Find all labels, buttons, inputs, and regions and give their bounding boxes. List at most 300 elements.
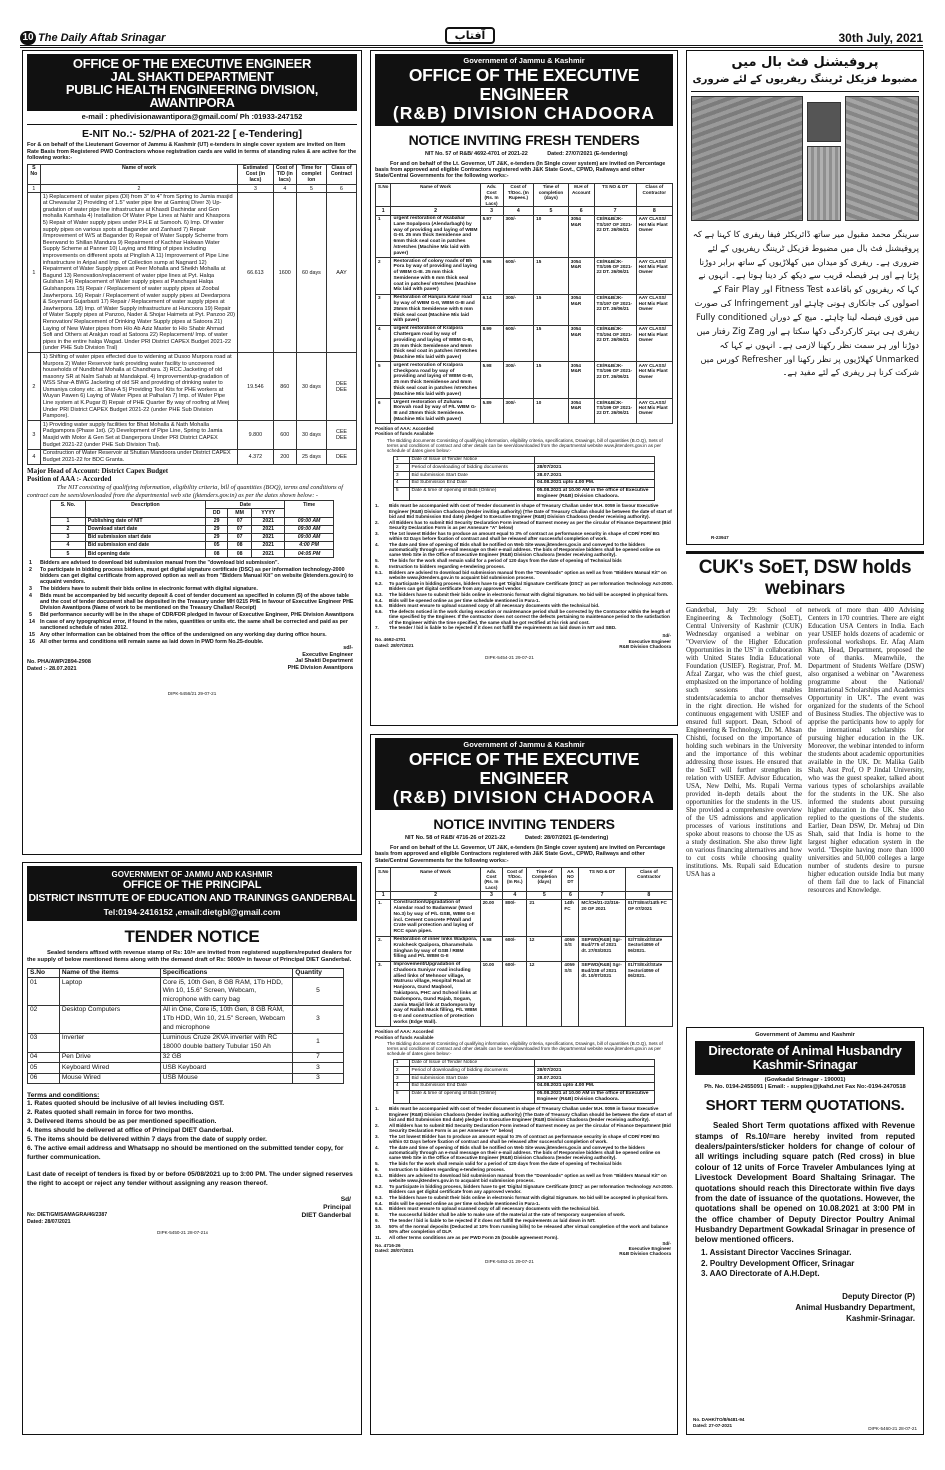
rb1-cell-doc: 300/-: [503, 362, 534, 399]
rb2-dated: Dated: 28/07/2021: [375, 1247, 414, 1253]
rb-fresh-tender-ad: [370, 50, 678, 726]
list-item: [29, 567, 357, 586]
table-row: [393, 1067, 654, 1075]
rb2-works-table: [375, 867, 673, 1027]
phe-sched-cell: 2021: [252, 550, 285, 558]
rb2-note-text: The bids for the work shall remain valid for a period of 120 days from the date of opening of Technical bids: [389, 1161, 622, 1167]
rb1-cell-cost: 9.96: [480, 258, 503, 295]
rb1-cell-time: 10: [534, 215, 569, 257]
diet-signature: [302, 1196, 351, 1219]
rb2-funds: Position of funds Available: [375, 1034, 434, 1040]
urdu-story-ref: R-23947: [711, 534, 729, 540]
urdu-story-body: سرینگر محمد مقبول میر ساتھ ڈائریکٹر فیفا ریفری کا کہنا ہے کہ پروفیشنل فٹ بال میں مضبوط فزیکل ٹریننگ ریفریوں کے لئے ضروری ہے۔ ریفری کو میدان میں کھلاڑیوں کے ساتھ برابر دوڑنا پڑتا ہے اور ہر فیصلہ قریب سے دیکھ کر دینا ہوتا ہے۔ انہوں نے کہا کہ ریفریوں کو باقاعدہ Fitness Test اور Fair Play کے اصولوں کی جانکاری ہونی چاہئے اور Infringement کی صورت میں فوری فیصلہ لینا چاہئے۔ میچ کے دوران Fully conditioned ریفری ہی بہتر کارکردگی دکھا سکتا ہے اور Zig Zag رفتار میں دوڑنا اور ہر سمت نظر رکھنا لازمی ہے۔ انہوں نے کہا کہ Unmarked کھلاڑیوں پر نظر رکھنا اور Refresher کورس میں شرکت کرنا ہر ریفری کے لئے مفید ہے۔: [692, 228, 919, 378]
rb2-note-number: 6.3.: [375, 1194, 383, 1200]
rb2-cell-time: 21: [527, 899, 562, 936]
rb1-col-number: 4: [503, 207, 534, 215]
rb2-col-number: 3: [480, 891, 503, 899]
rb2-cell-ts: 01/TS/Ent/14th FC OF 07/2021: [625, 899, 672, 936]
rb1-note-number: 6.1.: [375, 569, 383, 575]
phe-cell-td: 860: [273, 353, 296, 421]
rb2-col-header: Cost of T/Doc. (In Rs.): [503, 868, 527, 892]
rb1-note-number: 2.: [375, 519, 379, 525]
rb2-note-number: 3.: [375, 1133, 379, 1139]
rb1-cell-mh: 3054 M&R: [568, 215, 594, 257]
diet-cell-item: Pen Drive: [59, 1052, 160, 1063]
rb2-col-header: Time of Completion (days): [527, 868, 562, 892]
diet-col-header: Specifications: [160, 968, 293, 978]
rb2-sched-cell: 28/07/2021: [534, 1067, 654, 1075]
rb1-cell-time: 15: [534, 362, 569, 399]
rb1-office: OFFICE OF THE EXECUTIVE ENGINEER: [408, 64, 640, 104]
animal-husbandry-ad: [686, 1027, 924, 1435]
rb1-aaa: Position of AAA: Accorded: [375, 426, 434, 432]
rb2-cell-mh: 4059 S/S: [562, 961, 579, 1027]
rb1-cell-work: urgent restoration of Akabahar Lane Sopalpora (Alendarbagh) by way of providing and laying of WBM G-III. 25 mm thick Semidense and 6mm thick seal coat in patches /stretches (Machine Mix laid with paver): [391, 215, 480, 257]
phe-cell-work: 1) Shifting of water pipes effected due to widening at Dusoo Murpora road at Murpora 2) Water Reservoir tank providing water facility to uncovered households of Nundbhat Mohalla at Chandhara. 3) RCC Jacketing of old masonry SR at Nalm Sahab at Mandakpal. 4) Improvement/up-gradation of WSS Shar-A BWG Jacketing of old SR and providing of drinking water to Usmaniya colony etc. at Shar-A 5) Providing Tool Kits for PHE workers at Wuyan Pawen 6) Laying of Water Pipes at Palhalan 7) Imp. of Water Pipe Line system at K.Pugar 8) Repair of PHE Quarter By way of roofing at Meej Under PRI District CAPEX Budget 2021-22 (under PHE Sub Division Pampore).: [40, 353, 237, 421]
phe-note-number: 16: [29, 638, 35, 645]
rb2-col-header: S.No: [376, 868, 391, 892]
rb1-dated: Dated: 28/07/2021: [375, 642, 414, 648]
list-item: [375, 1218, 673, 1223]
rb1-cell-doc: 300/-: [503, 399, 534, 424]
rb1-note-text: Bidders must ensure to upload scanned copy of all necessary documents with the technical bid.: [389, 603, 600, 609]
rb1-note-text: The bids for the work shall remain valid for a period of 120 days from the date of opening of Technical bids: [389, 558, 622, 564]
diet-cell-sno: 03: [28, 1033, 60, 1052]
rb1-cell-doc: 600/-: [503, 258, 534, 295]
ah-dipk: DIPK-5460-21 28-07-21: [868, 1425, 917, 1431]
list-item: [29, 639, 357, 645]
rb2-note-text: Bids must be accompanied with cost of Tender document in shape of Treasury Challan under M.H. 0059 in favour Executive Engineer (R&B) Division Chadoora (tender inviting authority) (The Date of Treasury Challan should be between the date of start of bid and Bid Submission End date) pledged to Executive Engineer (R&B) Division Chadoora (tender receiving authority).: [389, 1106, 672, 1122]
rb2-sched-cell: 28.07.2021: [534, 1075, 654, 1083]
rb1-col-number: 2: [391, 207, 480, 215]
rb1-col-header: S.No: [376, 183, 391, 207]
rb1-cell-cls: AAY CLASS/ Hot Mix Plant Owner: [636, 325, 672, 362]
rb1-cell-work: Restoration of colony roads of Bh Pora by way of providing and laying of WBM G-III. 25 mm thick Semidense with 6 mm thick seal coat in patches/ stretches (Machine Mix laid with paver): [391, 258, 480, 295]
diet-terms: [27, 1100, 357, 1162]
phe-sched-cell: 08: [228, 541, 252, 549]
list-item: [29, 586, 357, 592]
rb1-cell-ts: CE/R&B/JK-TS/197 OF 2021-22 DT. 26/06/21: [594, 215, 636, 257]
phe-note-number: 14: [29, 618, 35, 625]
rb1-conditions: The Bidding documents Consisting of qualifying information, eligibility criteria, specifications, Drawings, bill of quantities (B.O.Q), Sets of terms and conditions of contract and other details can be seen/downloaded from the departmental website www.jktenders.gov.in as per schedule of dates given below:-: [387, 437, 663, 454]
diet-cell-spec: Core i5, 10th Gen, 8 GB RAM, 1Tb HDD, Win 10, 15.6" Screen, Webcam, microphone with carry bag: [160, 978, 293, 1006]
rb2-sched-cell: [534, 1059, 654, 1067]
diet-cell-qty: 5: [293, 978, 344, 1006]
phe-col-header: Time for complet ion: [296, 164, 326, 184]
rb1-note-number: 4.: [375, 541, 379, 547]
phe-cell-cost: 66.613: [238, 193, 274, 353]
rb1-col-number: 8: [636, 207, 672, 215]
rb1-cell-cost: 6.14: [480, 294, 503, 325]
rb1-sched-cell: 4: [393, 479, 409, 487]
phe-cell-cost: 19.546: [238, 353, 274, 421]
rb1-note-text: To participate in bidding process, bidders have to get 'Digital Signature Certificate (DSC)' as per Information Technology Act-2000. Bidders can get digital certificate from any approved vendor.: [389, 580, 673, 591]
rb1-funds: Position of funds Available: [375, 431, 434, 437]
rb1-note-number: 6.4.: [375, 597, 383, 603]
ah-sign-dept: Animal Husbandry Department,: [795, 1303, 915, 1313]
rb2-col-header: AA NO DT: [562, 868, 579, 892]
cuk-article-col-1: Ganderbal, July 29: School of Engineering & Technology (SoET), Central University of Kashmir (CUK) Wednesday organised a webinar on "Overview of the Higher Education Opportunities in the US" in collaboration with United States India Educational Foundation (USIEF). Registrar, Prof. M. Afzal Zargar, who was the chief guest, emphasized on the importance of holding such sessions that enables students/academia to anchor themselves in the right direction. He wished for continuous engagement with USIEF and ensured full support. Dean, School of Engineering & Technology, Dr. M. Ahsan Chishti, focused on the importance of holding such webinars in the University and the importance of this webinar addressing those issues. He ensured that the SoET will further strengthen its relation with USIEF. Advisor Education, USA, New Delhi, Ms. Rupali Verma provided in-depth details about the opportunities for the students in the US. She provided a comprehensive overview of the US admissions and application processes of various institutions and spoke about reasons to choose the US as a study destination. She also threw light on various financing alternatives and how to cut costs while choosing quality institutions. Ms. Rupali said Education USA has a: [686, 607, 802, 878]
newspaper-name: The Daily Aftab Srinagar: [38, 32, 166, 44]
rb2-col-header: Adv. Cost (Rs. In Lacs): [480, 868, 503, 892]
list-item: 2. Poultry Development Officer, Srinagar: [701, 1258, 855, 1268]
rb1-division: (R&B) DIVISION CHADOORA: [392, 102, 656, 123]
phe-sched-cell: 09:00 AM: [285, 517, 334, 525]
list-item: [29, 619, 357, 632]
phe-sched-header: Time: [285, 501, 334, 517]
phe-cell-td: 1600: [273, 193, 296, 353]
rb2-cell-doc: 800/-: [503, 899, 527, 936]
rb1-sign-sd: Sd/-: [662, 633, 671, 639]
phe-cell-time: 25 days: [296, 449, 326, 464]
list-item: [375, 503, 673, 519]
diet-cell-qty: 3: [293, 1073, 344, 1084]
list-item: 2. Rates quoted shall remain in force for two months.: [27, 1109, 194, 1117]
rb1-works-table: [375, 183, 673, 424]
phe-col-header: Estimated Cost (in lacs): [238, 164, 274, 184]
rb1-notes: [375, 503, 673, 630]
rb1-note-number: 6.: [375, 563, 379, 569]
diet-intro: Sealed tenders affixed with revenue stamp of Rs: 10/= are invited from registered suppliers/reputed dealers for the supply of below mentioned items along with the demand draft of Rs: 5000/= in favour of Principal DIET Ganderbal.: [27, 949, 352, 963]
table-row: [376, 215, 673, 257]
rb1-intro: For and on behalf of the Lt. Governor, UT J&K, e-tenders (In Single cover system) are invited on Percentage basis from approved and eligible Contractors registered with J&K State Govt., CPWD, Railways and other State/Central Governments for the following works:-: [375, 160, 666, 180]
rb1-col-number: 6: [568, 207, 594, 215]
list-item: [375, 581, 673, 592]
phe-sched-cell: 29: [206, 517, 228, 525]
phe-cell-td: 600: [273, 421, 296, 449]
rb2-note-number: 6.5.: [375, 1206, 383, 1212]
rb2-sched-cell: 2: [393, 1067, 409, 1075]
rb1-signature: [619, 633, 671, 649]
diet-cell-qty: 3: [293, 1005, 344, 1033]
list-item: [375, 1235, 673, 1240]
rb2-cell-cost: 9.98: [480, 936, 503, 961]
table-row: [28, 1063, 344, 1074]
rb1-col-number: 7: [594, 207, 636, 215]
rb2-note-text: Bidders are advised to download bid submission manual from the "Downloads" option as well as from "Bidders Manual Kit" on website www.jktenders.gov.in to acquaint bid submission process.: [389, 1172, 667, 1183]
rb2-sched-cell: Period of downloading of bidding documents: [409, 1067, 534, 1075]
rb2-note-text: 50% of the normal deposits (Deducted at 10% from running bills) to be released after virtual completion of the work and balance 50% after completion of DLP.: [389, 1223, 668, 1235]
page-number: 10: [20, 31, 36, 45]
rb2-cell-doc: 600/-: [503, 936, 527, 961]
rb2-nit-line: [375, 835, 673, 842]
list-item: [375, 1224, 673, 1235]
diet-cell-item: Inverter: [59, 1033, 160, 1052]
rb2-sched-cell: Bid Submission End Date: [409, 1082, 534, 1090]
table-row: [28, 353, 357, 421]
table-row: [28, 1052, 344, 1063]
diet-terms-heading: Terms and conditions:: [27, 1092, 100, 1100]
phe-sched-cell: 04:05 PM: [285, 550, 334, 558]
issue-date: 30th July, 2021: [838, 31, 923, 45]
phe-sched-header: Date: [206, 501, 285, 509]
phe-cell-class: DEE: [326, 449, 356, 464]
list-item: 6. The active email address and Whatsapp no should be mentioned on the submitted tender copy, for further communication.: [27, 1144, 344, 1161]
table-row: [393, 464, 654, 472]
rb1-cell-doc: 300/-: [503, 294, 534, 325]
phe-col-number: 4: [273, 185, 296, 193]
rb1-cell-cls: AAY CLASS/ Hot Mix Plant Owner: [636, 215, 672, 257]
table-row: [376, 294, 673, 325]
phe-notes: [27, 560, 357, 645]
rb1-cell-sno: 4: [376, 325, 391, 362]
rb1-sched-cell: [534, 456, 654, 464]
ah-contact: Ph. No. 0194-2455091 | Email: - suppies@jkahd.net Fax No:-0194-2470518: [704, 1083, 906, 1090]
phe-sign-div: PHE Division Awantipora: [287, 664, 353, 671]
rb1-cell-cost: 5.89: [480, 399, 503, 424]
ah-heading: SHORT TERM QUOTATIONS.: [705, 1097, 905, 1115]
phe-schedule-header-row: [51, 501, 334, 509]
rb1-col-header: Adv. Cost (Rs. In Lacs): [480, 183, 503, 207]
rb1-cell-sno: 3: [376, 294, 391, 325]
rb2-note-number: 6.1.: [375, 1172, 383, 1178]
table-row: [51, 533, 334, 541]
rb2-note-text: Bids will be opened online as per time schedule mentioned in Para-1.: [389, 1200, 540, 1206]
rb2-note-number: 9.: [375, 1217, 379, 1223]
rb1-col-header: Cost of T/Doc. (In Rupees.): [503, 183, 534, 207]
phe-cell-class: AAY: [326, 193, 356, 353]
phe-dipk: DIPK-5456/21 29-07-21: [167, 691, 217, 697]
rb2-col-number: 4: [503, 891, 527, 899]
rb1-dipk: DIPK-5454-21 29-07-21: [485, 655, 534, 661]
phe-sched-cell: 05: [206, 541, 228, 549]
rb2-note-text: The 1st lowest Bidder has to produce an amount equal to 3% of contract as performance security in shape of CDR/ FDR/ BG within 02 Days before fixation of contract and shall be released after successful completion of work.: [389, 1133, 660, 1145]
rb2-note-text: The tender / bid is liable to be rejected if it does not fulfill the requirements as laid down in NIT.: [389, 1217, 596, 1223]
diet-cell-sno: 01: [28, 978, 60, 1006]
list-item: [375, 603, 673, 608]
rb1-note-number: 6.2.: [375, 580, 383, 586]
rb1-cell-work: Urgent restoration of Zuhama Bonvah road by way of P/L WBM G-III and 25mm thick Semidense. (Machine Mix laid with paver): [391, 399, 480, 424]
rb2-note-number: 6.4.: [375, 1200, 383, 1206]
rb2-cell-ts: 01/TS/Exit/State Sector/4059 of 06/2021.: [625, 961, 672, 1027]
table-row: [393, 472, 654, 480]
rb1-sched-cell: 2: [393, 464, 409, 472]
rb2-note-number: 2.: [375, 1122, 379, 1128]
rb2-sign-title: Executive Engineer: [628, 1245, 671, 1251]
diet-cell-qty: 7: [293, 1052, 344, 1063]
table-row: [376, 961, 673, 1027]
rb2-govt: Government of Jammu & Kashmir: [463, 740, 585, 749]
phe-col-number: 3: [238, 185, 274, 193]
rb1-nit-line: [375, 151, 673, 157]
table-row: [51, 525, 334, 533]
rb2-sign-sd: Sd/-: [662, 1240, 671, 1246]
list-item: [375, 1123, 673, 1134]
phe-sched-cell: 4:00 PM: [285, 541, 334, 549]
rb1-cell-mh: 3054 M&R: [568, 294, 594, 325]
phe-intro: For & on behalf of the Lieutenant Governor of Jammu & Kashmir (UT) e-tenders in single cover system are invited on Item Rate Basis from Registered PWD Contractors whose registration cards are valid in terms of standing rules & are active for the following works:-: [27, 142, 357, 162]
list-item: [375, 520, 673, 531]
list-item: [375, 558, 673, 563]
table-row: [28, 978, 344, 1006]
list-item: [375, 1134, 673, 1145]
rb1-cell-time: 15: [534, 258, 569, 295]
table-row: [28, 193, 357, 353]
diet-institute: DISTRICT INSTITUTE OF EDUCATION AND TRAININGS GANDERBAL: [28, 892, 356, 905]
rb2-cell-mh: 14th FC: [562, 899, 579, 936]
football-match-photo: [691, 96, 803, 221]
diet-sign-title: Principal: [323, 1204, 351, 1212]
ah-officers: [695, 1248, 915, 1280]
rb2-col-number: 8: [625, 891, 672, 899]
phe-sched-cell: 2: [51, 525, 86, 533]
table-row: [393, 456, 654, 464]
diet-items-table: [27, 968, 344, 1085]
list-item: [375, 625, 673, 630]
phe-cell-class: CEE DEE: [326, 421, 356, 449]
ah-address: (Gowkadal Srinagar - 190001): [764, 1076, 846, 1083]
phe-cell-sno: 3: [28, 421, 41, 449]
rb2-col-number: 5: [527, 891, 562, 899]
rb2-note-number: 1.: [375, 1106, 379, 1112]
diet-cell-item: Desktop Computers: [59, 1005, 160, 1033]
phe-cell-cost: 9.800: [238, 421, 274, 449]
rb1-nit-no: NIT No. 57 of R&B/ 4692-4701 of 2021-22: [425, 151, 528, 158]
rb1-govt: Government of Jammu & Kashmir: [463, 56, 585, 65]
rb1-cell-work: Restoration of Hanjura Kanir road by way of WBM G-II, WBM G-III and 25mm thick Semidense with 6 mm thick seal coat (Machine Mix laid with paver): [391, 294, 480, 325]
rb2-ref-no: No. 4716-26: [375, 1242, 401, 1248]
rb1-note-number: 6.3.: [375, 591, 383, 597]
rb1-col-header: TS NO & DT: [594, 183, 636, 207]
rb2-note-text: To participate in bidding process, bidders have to get 'Digital Signature Certificate (DSC)' as per Information Technology Act-2000. Bidders can get digital certificate from any approved vendor.: [389, 1183, 673, 1195]
rb1-cell-sno: 2: [376, 258, 391, 295]
rb1-cell-cost: 5.98: [480, 362, 503, 399]
rb2-sched-cell: Date of Issue of Tender Notice: [409, 1059, 534, 1067]
rb2-nit-dated: Dated: 28/07/2021 (E-tendering): [524, 835, 609, 842]
diet-govt: GOVERNMENT OF JAMMU AND KASHMIR: [111, 870, 273, 879]
phe-cell-sno: 2: [28, 353, 41, 421]
phe-sched-cell: Bid submission start date: [85, 533, 205, 541]
phe-cell-work: 1) Providing water supply facilities for Bhat Mohalla & Nath Mohalla Padgampora (Phase 1st). (2) Development of Pipe Line, Spring to Jamia Masjid with Motor & Gen Set at Dangerpora Under PRI District CAPEX Budget 2021-22 (under PHE Sub Division Tral).: [40, 421, 237, 449]
phe-sched-header: Description: [85, 501, 205, 517]
phe-sched-cell: 09:00 AM: [285, 533, 334, 541]
list-item: [29, 593, 357, 612]
rb2-sched-cell: 5: [393, 1090, 409, 1104]
rb1-sched-cell: 1: [393, 456, 409, 464]
rb2-cell-time: 12: [527, 936, 562, 961]
rb1-cell-sno: 1: [376, 215, 391, 257]
referee-portrait-photo: [807, 102, 841, 142]
phe-aaa-position: Position of AAA :- Accorded: [27, 475, 112, 484]
rb2-col-number: 7: [579, 891, 625, 899]
table-row: [393, 487, 654, 501]
table-row: [376, 362, 673, 399]
rb2-note-number: 6.2.: [375, 1183, 383, 1189]
cuk-article-col-2: network of more than 400 Advising Centers in 170 countries. There are eight Education USA Centers in India. Each year USIEF holds dozens of academic or professional workshops. Er. Afaq Alam Khan, Head, Department, proposed the vote of thanks. Meanwhile, the Department of Students Welfare (DSW) also organised a webinar on "Awareness programme about the National/ International Scholarships and Academics Opportunity in UK". The event was organized for the students of the School of Business Studies. The objective was to apprise the participants how to apply for the international scholarships for pursuing higher education in the UK. Moreover, the webinar intended to inform the students about academic opportunities available in the UK. Dr. Malika Galib Shah, Asst Prof, O P Jindal University, who was the guest speaker, talked about various types of scholarships available for the students in the UK. She also informed the students about pursuing higher education in the UK. She also replied to the questions of the students. Earlier, Dean DSW, Dr. Mehraj ud Din Shah, said that India is home to the largest higher education system in the world. "Despite having more than 1000 universities and 50,000 colleges a large number of students desire to pursue higher education outside India but many of them fail due to lack of Financial resources and Knowledge.: [808, 607, 924, 894]
list-item: [375, 1206, 673, 1211]
phe-sched-header: MM: [228, 509, 252, 517]
diet-office: OFFICE OF THE PRINCIPAL: [122, 879, 262, 892]
list-item: 1. Assistant Director Vaccines Srinagar.: [701, 1247, 852, 1257]
rb2-col-number: 1: [376, 891, 391, 899]
rb1-note-number: 6.5.: [375, 603, 383, 609]
rb1-cell-cls: AAY CLASS/ Hot Mix Plant Owner: [636, 362, 672, 399]
rb1-nit-dated: Dated: 27/07/2021 (E-tendering): [547, 151, 628, 158]
rb2-cell-work: Restoration of inner links Wadipora, Kralcheck Qazipora, Dharamshala Singhan by way of GSB / RBM filling and P/L WBM G-II: [391, 936, 480, 961]
diet-cell-qty: 1: [293, 1033, 344, 1052]
rb2-cell-aa: SEPWD(R&B) Sgr-Bud/775 of 2021 dt. 27/03/2021: [579, 936, 625, 961]
rb1-sched-cell: 5: [393, 487, 409, 501]
diet-cell-spec: USB Keyboard: [160, 1063, 293, 1074]
phe-cell-time: 30 days: [296, 353, 326, 421]
rb2-aaa: Position of AAA: Accorded: [375, 1029, 434, 1035]
masthead-rule: [20, 45, 923, 48]
phe-sched-cell: 08: [228, 550, 252, 558]
masthead: [0, 0, 945, 46]
list-item: 3. Delivered items should be as per mentioned specification.: [27, 1118, 217, 1126]
players-photo: [807, 146, 841, 221]
diet-contact: Tel:0194-2416152 ,email:dietgbl@gmail.com: [103, 906, 281, 917]
phe-conditions: The NIT consisting of qualifying information, eligibility criteria, bill of quantities (BOQ), terms and conditions of contract can be seen/downloaded from the departmental web site (jktenders.gov.in) as per the dates shown below: -: [27, 484, 344, 499]
rb2-cell-work: Improvement/Upgradation of Chadoora Suniyar road including allied links of Mehnoor village, Watrusu village, Hospital Road at Hanjoora, Gund Maqbool, Takiatpora, PHC and School links at Dadompora, Gund Rajab, Sogam, Jamia Masjid link at Dadompora by way of Nallah Muck filling, P/L WBM G-II and construction of protection works (Edge Wall).: [391, 961, 480, 1027]
cuk-headline: CUK's SoET, DSW holds webinars: [686, 551, 924, 604]
list-item: [375, 1173, 673, 1184]
diet-cell-qty: 3: [293, 1063, 344, 1074]
phe-cell-sno: 1: [28, 193, 41, 353]
rb1-sched-cell: 04.08.2021 upto 4.00 PM.: [534, 479, 654, 487]
rb1-cell-sno: 5: [376, 362, 391, 399]
rb2-cell-aa: SEPWD(R&B) Sgr-Bud/238 of 2021 dt. 10/07/2021: [579, 961, 625, 1027]
rb2-note-number: 4.: [375, 1144, 379, 1150]
list-item: 4. Items should be delivered at office of Principal DIET Ganderbal.: [27, 1127, 234, 1135]
list-item: [375, 570, 673, 581]
rb1-note-text: Bids will be opened online as per time schedule mentioned in Para-1.: [389, 597, 540, 603]
phe-note-text: All other terms and conditions will remain same as laid down in PWD form No.25-double.: [40, 638, 264, 645]
table-row: [393, 1090, 654, 1104]
rb1-note-text: The 1st lowest Bidder has to produce an amount equal to 3% of contract as performance security in shape of CDR/ FDR/ BG within 02 Days before fixation of contract and shall be released after successful completion of work.: [389, 530, 660, 541]
phe-col-header: Name of work: [40, 164, 237, 184]
rb2-notes: [375, 1106, 673, 1240]
diet-col-header: S.No: [28, 968, 60, 978]
ah-ref-no: No. DAHK/TO/8/6481-94: [693, 1417, 745, 1423]
phe-col-number: 2: [40, 185, 237, 193]
list-item: [375, 1195, 673, 1200]
rb2-cell-cost: 20.00: [480, 899, 503, 936]
rb2-dipk: DIPK-5453-21 29-07-21: [485, 1258, 534, 1264]
rb1-col-number: 1: [376, 207, 391, 215]
rb1-col-header: Time of completion (days): [534, 183, 569, 207]
list-item: [375, 1212, 673, 1217]
diet-title: TENDER NOTICE: [124, 926, 260, 946]
rb2-sched-cell: Bid submission Start Date: [409, 1075, 534, 1083]
phe-col-number: 1: [28, 185, 41, 193]
phe-sched-cell: Bid opening date: [85, 550, 205, 558]
rb1-note-number: 3.: [375, 530, 379, 536]
table-row: [28, 1005, 344, 1033]
phe-sign-sd: sd/-: [343, 645, 353, 652]
rb1-note-text: The bidders have to submit their bids online in electronic format with digital Signature. No bid will be accepted in physical form.: [389, 591, 669, 597]
list-item: 3. AAO Directorate of A.H.Dept.: [701, 1269, 820, 1279]
rb1-sign-title: Executive Engineer: [628, 638, 671, 644]
rb2-nit-no: NIT No. 58 of R&B/ 4716-26 of 2021-22: [405, 835, 506, 842]
phe-note-number: 5: [29, 612, 32, 619]
rb1-cell-time: 10: [534, 399, 569, 424]
rb1-note-text: Bids must be accompanied with cost of Tender document in shape of Treasury Challan under M.H. 0059 in favour Executive Engineer (R&B) Division Chadoora (tender inviting authority) (The Date of Treasury Challan should be between the date of start of bid and Bid Submission End date) pledged to Executive Engineer (R&B) Division Chadoora (tender receiving authority).: [389, 503, 672, 519]
table-row: [28, 449, 357, 464]
phe-sched-cell: Publishing date of NIT: [85, 517, 205, 525]
diet-last-date: Last date of receipt of tenders is fixed by or before 05/08/2021 up to 3:00 PM. The under signed reserves the right to accept or reject any tender without assigning any reason thereof.: [27, 1170, 353, 1187]
rb1-sched-cell: 05.08.2021 at 10.00 AM in the office of Executive Engineer (R&B) Division Chadoora.: [534, 487, 654, 501]
phe-cell-time: 60 days: [296, 193, 326, 353]
phe-col-header: Class of Contract: [326, 164, 356, 184]
rb2-title: NOTICE INVITING TENDERS: [433, 815, 615, 832]
table-row: [393, 1075, 654, 1083]
rb1-cell-cls: AAY CLASS/ Hot Mix Plant Owner: [636, 294, 672, 325]
phe-note-text: In case of any typographical error, if found in the rates, quantities or units etc. the same shall be corrected and paid as per sanctioned schedule of rates 2012.: [40, 618, 348, 632]
diet-cell-item: Laptop: [59, 978, 160, 1006]
list-item: [375, 1201, 673, 1206]
rb2-note-text: Bidders must ensure to upload scanned copy of all necessary documents with the technical bid.: [389, 1206, 600, 1212]
